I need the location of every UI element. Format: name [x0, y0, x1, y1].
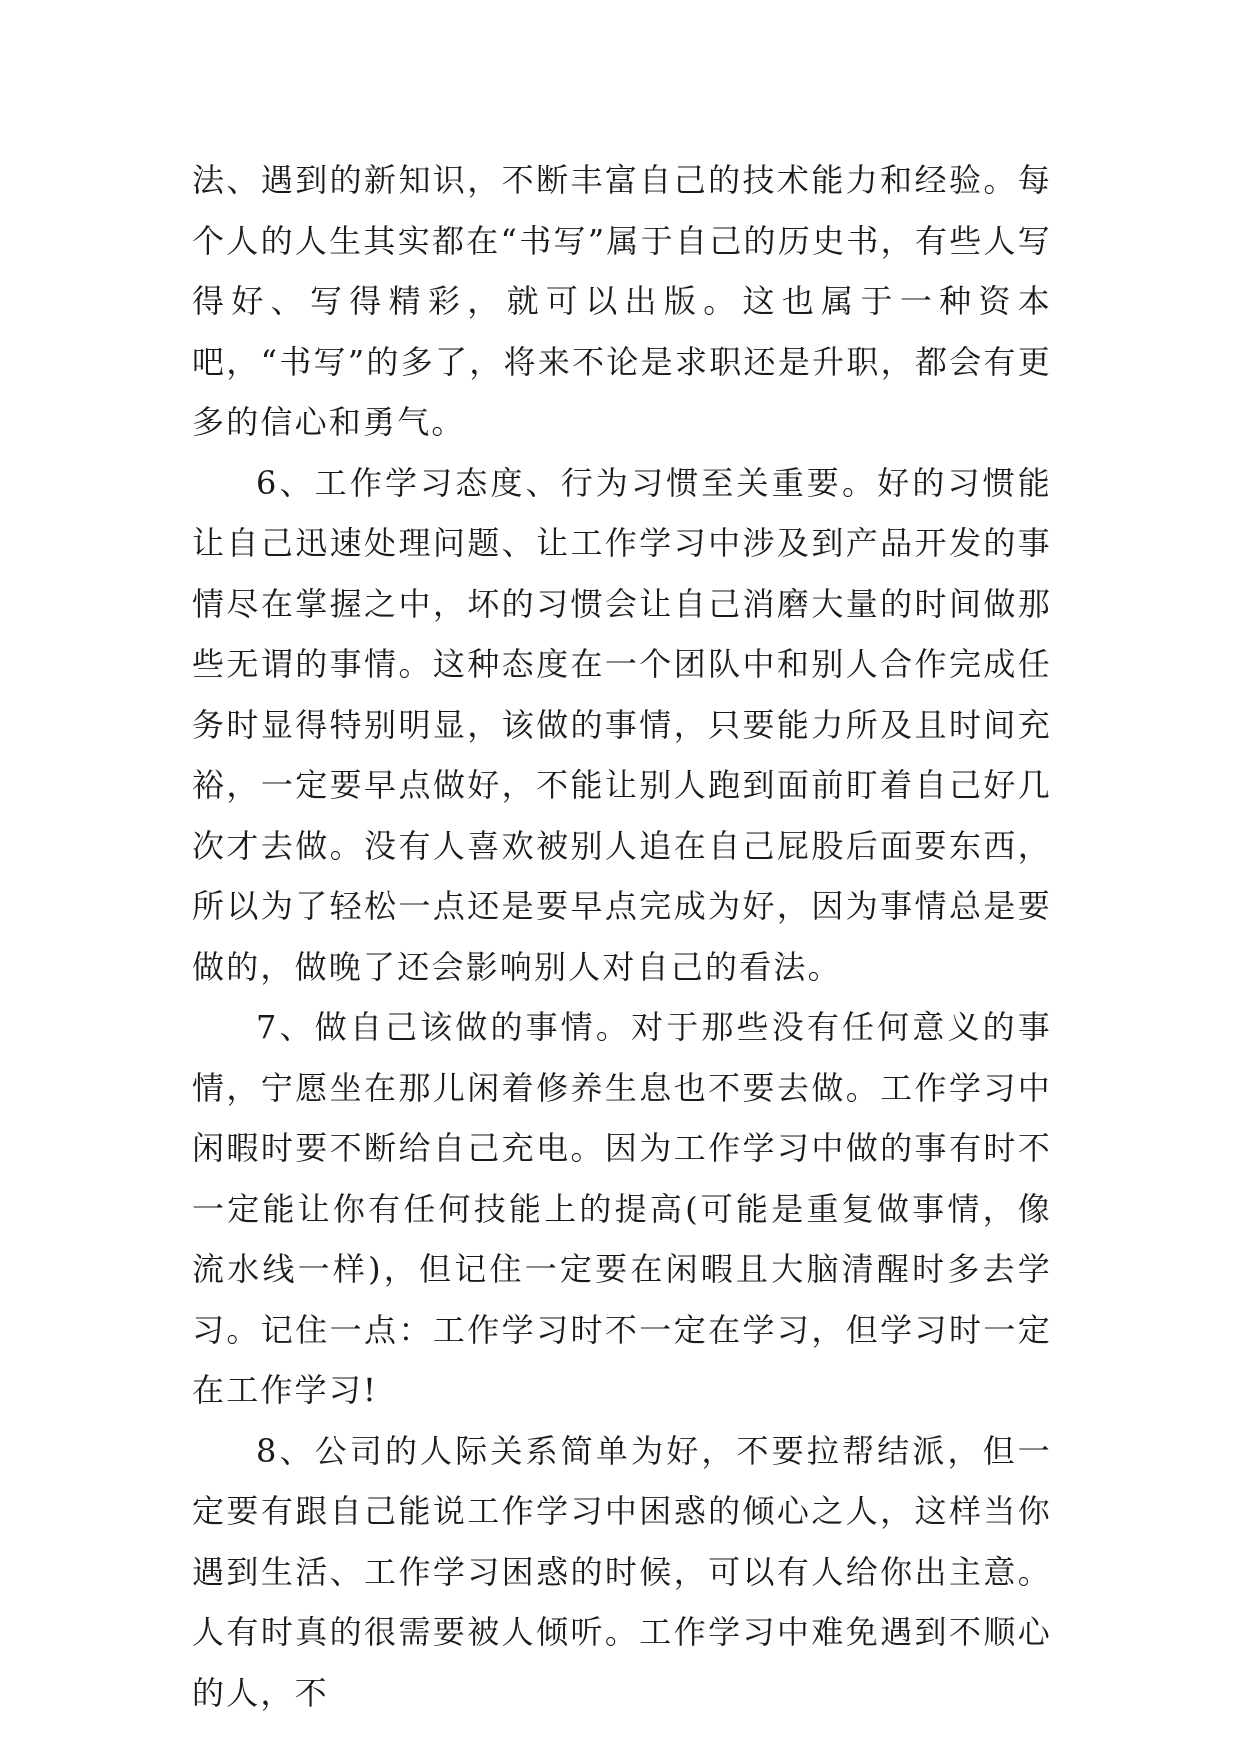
- document-body: [192, 150, 1052, 1723]
- paragraph-item-6: 6、工作学习态度、行为习惯至关重要。好的习惯能让自己迅速处理问题、让工作学习中涉及到产品开发的事情尽在掌握之中，坏的习惯会让自己消磨大量的时间做那些无谓的事情。这种态度在一个团队中和别人合作完成任务时显得特别明显，该做的事情，只要能力所及且时间充裕，一定要早点做好，不能让别人跑到面前盯着自己好几次才去做。没有人喜欢被别人追在自己屁股后面要东西，所以为了轻松一点还是要早点完成为好，因为事情总是要做的，做晚了还会影响别人对自己的看法。: [192, 463, 1052, 986]
- paragraph-item-7: 7、做自己该做的事情。对于那些没有任何意义的事情，宁愿坐在那儿闲着修养生息也不要去做。工作学习中闲暇时要不断给自己充电。因为工作学习中做的事有时不一定能让你有任何技能上的提高(可能是重复做事情，像流水线一样)，但记住一定要在闲暇且大脑清醒时多去学习。记住一点：工作学习时不一定在学习，但学习时一定在工作学习!: [192, 1008, 1052, 1409]
- paragraph-continued: 法、遇到的新知识，不断丰富自己的技术能力和经验。每个人的人生其实都在“书写”属于自己的历史书，有些人写得好、写得精彩，就可以出版。这也属于一种资本吧，“书写”的多了，将来不论是求职还是升职，都会有更多的信心和勇气。: [192, 161, 1052, 441]
- paragraph-item-8: 8、公司的人际关系简单为好，不要拉帮结派，但一定要有跟自己能说工作学习中困惑的倾心之人，这样当你遇到生活、工作学习困惑的时候，可以有人给你出主意。人有时真的很需要被人倾听。工作学习中难免遇到不顺心的人，不: [192, 1431, 1052, 1712]
